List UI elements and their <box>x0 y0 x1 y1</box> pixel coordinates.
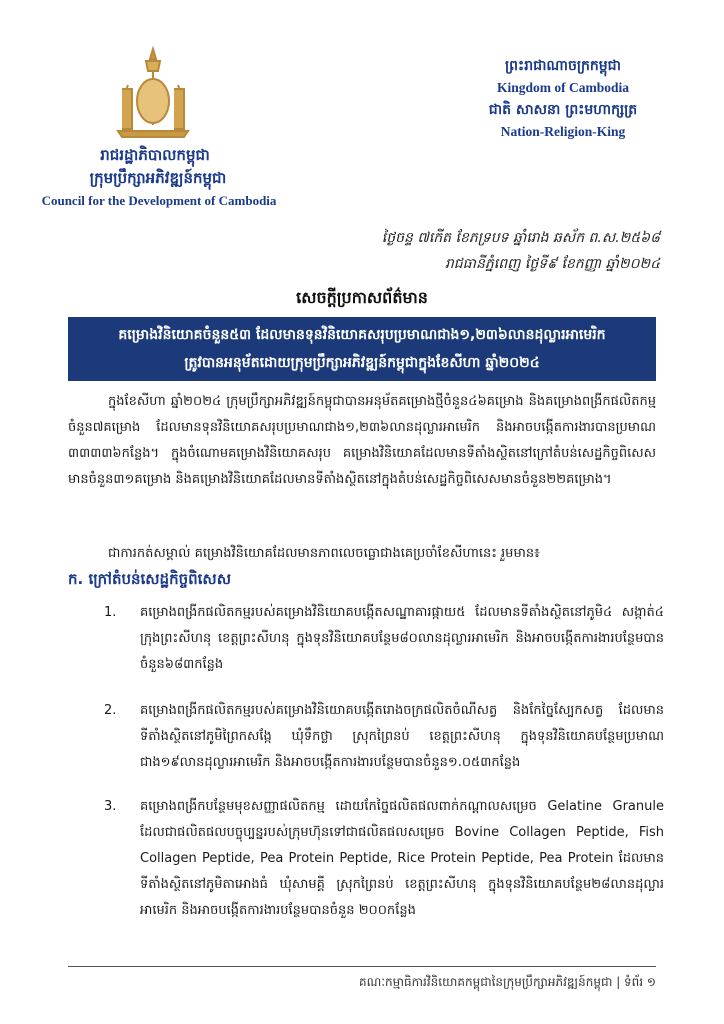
lunar-date: ថ្ងៃចន្ទ ៧កើត ខែភទ្របទ ឆ្នាំរោង ឆស័ក ព.ស.២៥៦៨ <box>381 230 660 246</box>
footer-text: គណៈកម្មាធិការវិនិយោគកម្ពុជានៃក្រុមប្រឹក្សាអភិវឌ្ឍន៍កម្ពុជា | ទំព័រ ១ <box>359 975 656 989</box>
kingdom-header <box>478 54 648 142</box>
list-item-text: គម្រោងពង្រីកបន្ថែមមុខសញ្ញាផលិតកម្ម ដោយកែច្នៃផលិតផលពាក់កណ្តាលសម្រេច Gelatine Granule ដែលជាផលិតផលបច្ចុប្បន្នរបស់ក្រុមហ៊ុនទៅជាផលិតផលសម្រេច Bovine Collagen Peptide, Fish Collagen Peptide, Pea Protein Peptide, Rice Protein Peptide, Pea Protein ដែលមានទីតាំងស្ថិតនៅភូមិតាអោងធំ ឃុំសាមគ្គី ស្រុកព្រៃនប់ ខេត្តព្រះសីហនុ ក្នុងទុនវិនិយោគបន្ថែម២៨លានដុល្លារអាមេរិក និងអាចបង្កើតការងារបន្ថែមបានចំនួន ២០០កន្លែង <box>140 799 664 918</box>
section-heading: ក. ក្រៅតំបន់សេដ្ឋកិច្ចពិសេស <box>68 570 231 588</box>
headline-line-1: គម្រោងវិនិយោគចំនួន៥៣ ដែលមានទុនវិនិយោគសរុបប្រមាណជាង១,២៣៦លានដុល្លារអាមេរិក <box>118 327 606 343</box>
headline-line-2: ត្រូវបានអនុម័តដោយក្រុមប្រឹក្សាអភិវឌ្ឍន៍កម្ពុជាក្នុងខែសីហា ឆ្នាំ២០២៤ <box>184 355 540 371</box>
list-item-number: 1. <box>104 605 117 620</box>
list-item-text: គម្រោងពង្រីកផលិតកម្មរបស់គម្រោងវិនិយោគបង្កើតសណ្ឋាគារផ្កាយ៥ ដែលមានទីតាំងស្ថិតនៅភូមិ៤ សង្កាត់៤ ក្រុងព្រះសីហនុ ខេត្តព្រះសីហនុ ក្នុងទុនវិនិយោគបន្ថែម៨០លានដុល្លារអាមេរិក និងអាចបង្កើតការងារបន្ថែមបានចំនួន៦៨៣កន្លែង <box>140 605 664 672</box>
headline-banner <box>68 317 656 381</box>
motto-kh: ជាតិ សាសនា ព្រះមហាក្សត្រ <box>488 102 638 118</box>
list-item <box>104 698 664 776</box>
kingdom-en: Kingdom of Cambodia <box>496 80 630 95</box>
list-item-number: 3. <box>104 799 117 814</box>
council-name-en: Council for the Development of Cambodia <box>41 193 277 208</box>
list-item-number: 2. <box>104 703 117 718</box>
royal-emblem-icon <box>108 45 198 140</box>
intro-paragraph: ក្នុងខែសីហា ឆ្នាំ២០២៤ ក្រុមប្រឹក្សាអភិវឌ្ឍន៍កម្ពុជាបានអនុម័តគម្រោងថ្មីចំនួន៤៦គម្រោង និងគម្រោងពង្រីកផលិតកម្មចំនួន៧គម្រោង ដែលមានទុនវិនិយោគសរុបប្រមាណជាង១,២៣៦លានដុល្លារអាមេរិក និងអាចបង្កើតការងារបានប្រមាណ ៣៣៣៣៦កន្លែង។ ក្នុងចំណោមគម្រោងវិនិយោគសរុប គម្រោងវិនិយោគដែលមានទីតាំងស្ថិតនៅក្រៅតំបន់សេដ្ឋកិច្ចពិសេសមានចំនួន៣១គម្រោង និងគម្រោងវិនិយោគដែលមានទីតាំងស្ថិតនៅក្នុងតំបន់សេដ្ឋកិច្ចពិសេសមានចំនួន២២គម្រោង។ <box>68 394 656 487</box>
council-name-kh: ក្រុមប្រឹក្សាអភិវឌ្ឍន៍កម្ពុជា <box>89 169 227 187</box>
highlight-paragraph: ជាការកត់សម្គាល់ គម្រោងវិនិយោគដែលមានភាពលេចធ្លោជាងគេប្រចាំខែសីហានេះ រួមមាន៖ <box>108 546 540 561</box>
solar-date: រាជធានីភ្នំពេញ ថ្ងៃទី៩ ខែកញ្ញា ឆ្នាំ២០២៤ <box>444 256 660 272</box>
kingdom-kh: ព្រះរាជាណាចក្រកម្ពុជា <box>504 58 621 74</box>
list-item-text: គម្រោងពង្រីកផលិតកម្មរបស់គម្រោងវិនិយោគបង្កើតរោងចក្រផលិតចំណីសត្វ និងកែច្នៃស្បែកសត្វ ដែលមានទីតាំងស្ថិតនៅភូមិព្រៃកសង្កែ ឃុំទឹកថ្លា ស្រុកព្រៃនប់ ខេត្តព្រះសីហនុ ក្នុងទុនវិនិយោគបន្ថែមប្រមាណជាង១៩លានដុល្លារអាមេរិក និងអាចបង្កើតការងារបន្ថែមបានចំនួន១.០៥៣កន្លែង <box>140 703 664 770</box>
footer-divider <box>68 966 656 967</box>
list-item <box>104 794 664 924</box>
government-name-kh: រាជរដ្ឋាភិបាលកម្ពុជា <box>100 146 210 164</box>
page-title: សេចក្តីប្រកាសព័ត៌មាន <box>296 288 428 307</box>
list-item <box>104 600 664 678</box>
motto-en: Nation-Religion-King <box>500 124 626 139</box>
